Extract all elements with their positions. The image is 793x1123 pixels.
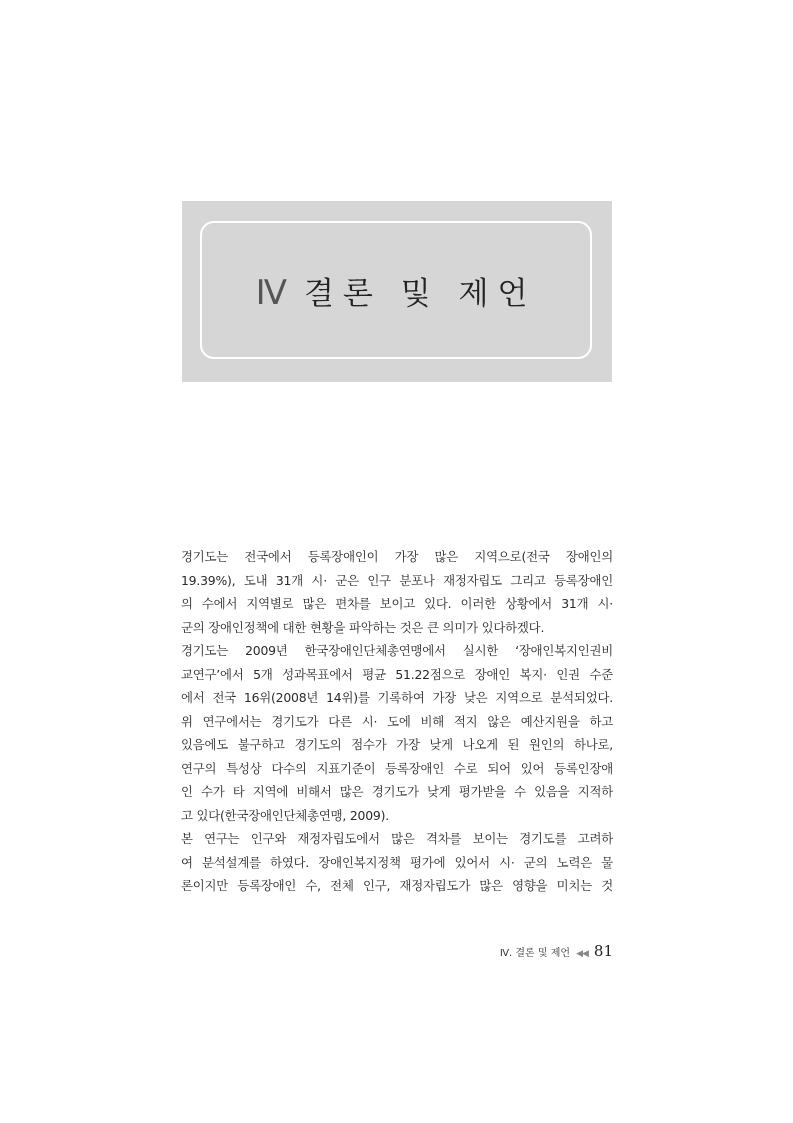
double-left-arrow-icon: ◀◀ — [576, 949, 588, 959]
body-line: 군의 장애인정책에 대한 현황을 파악하는 것은 큰 의미가 있다하겠다. — [181, 619, 545, 635]
body-line: 연구의 특성상 다수의 지표기준이 등록장애인 수로 되어 있어 등록인장애 — [181, 760, 613, 776]
body-line: 인 수가 타 지역에 비해서 많은 경기도가 낮게 평가받을 수 있음을 지적하 — [181, 784, 613, 799]
chapter-title: 결론 및 제언 — [303, 275, 537, 312]
body-line: 교연구’에서 5개 성과목표에서 평균 51.22점으로 장애인 복지· 인권 수준 — [181, 666, 613, 682]
body-line: 본 연구는 인구와 재정자립도에서 많은 격차를 보이는 경기도를 고려하 — [181, 831, 613, 846]
chapter-numeral: Ⅳ — [255, 272, 288, 313]
body-line: 있음에도 불구하고 경기도의 점수가 가장 낮게 나오게 된 원인의 하나로, — [181, 737, 613, 752]
page-number: 81 — [593, 942, 613, 960]
body-line: 여 분석설계를 하였다. 장애인복지정책 평가에 있어서 시· 군의 노력은 물 — [181, 854, 613, 870]
body-line: 론이지만 등록장애인 수, 전체 인구, 재정자립도가 많은 영향을 미치는 것 — [181, 878, 613, 893]
body-line: 19.39%), 도내 31개 시· 군은 인구 분포나 재정자립도 그리고 등록장애인 — [181, 572, 613, 588]
body-line: 경기도는 2009년 한국장애인단체총연맹에서 실시한 ‘장애인복지인권비 — [181, 643, 613, 658]
body-line: 고 있다(한국장애인단체총연맹, 2009). — [181, 807, 389, 823]
body-line: 경기도는 전국에서 등록장애인이 가장 많은 지역으로(전국 장애인의 — [181, 549, 613, 564]
body-line: 에서 전국 16위(2008년 14위)를 기록하여 가장 낮은 지역으로 분석되었다. — [181, 690, 613, 705]
chapter-title-frame — [200, 221, 592, 359]
body-paragraphs — [181, 545, 613, 898]
body-line: 위 연구에서는 경기도가 다른 시· 도에 비해 적지 않은 예산지원을 하고 — [181, 713, 613, 729]
page-footer — [430, 942, 613, 960]
chapter-heading — [256, 268, 537, 313]
running-footer-title: Ⅳ. 결론 및 제언 — [499, 948, 571, 959]
body-line: 의 수에서 지역별로 많은 편차를 보이고 있다. 이러한 상황에서 31개 시· — [181, 596, 613, 611]
chapter-title-banner — [182, 201, 612, 382]
